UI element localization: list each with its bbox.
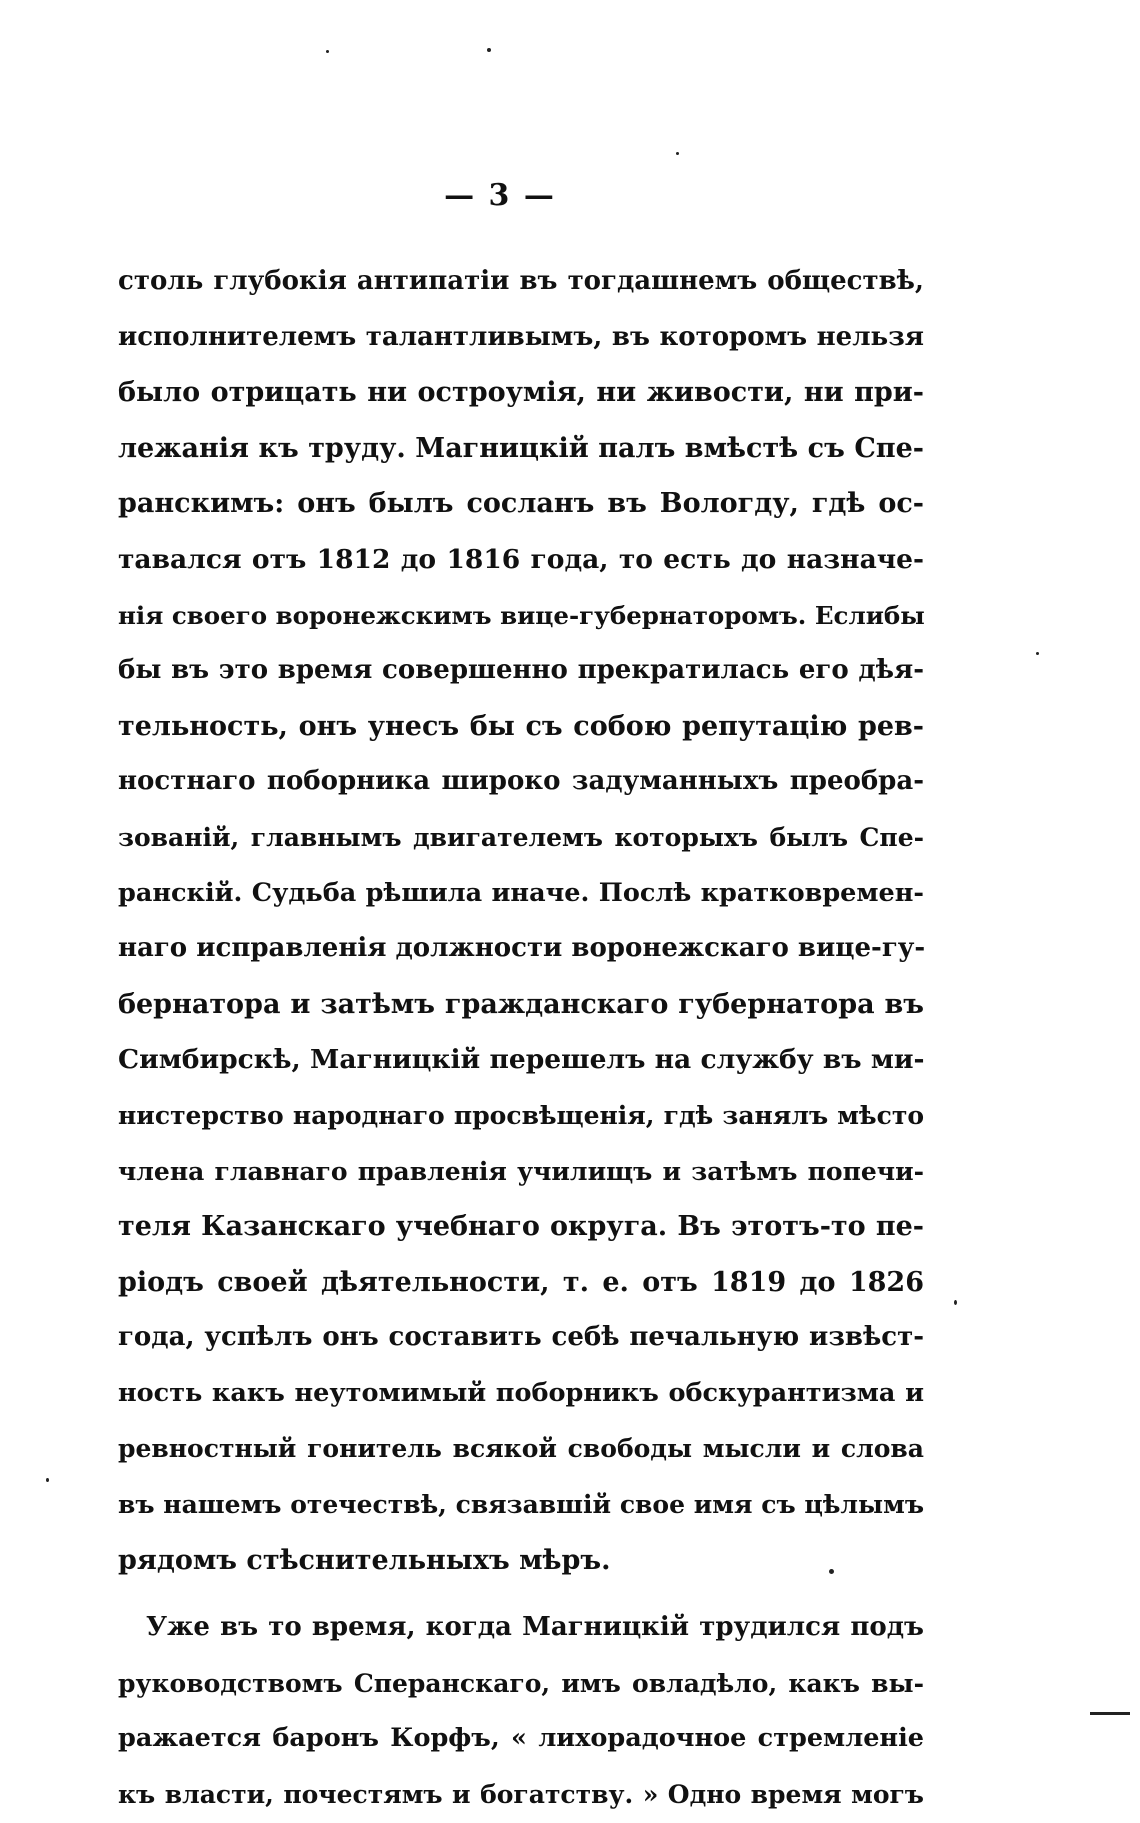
paragraph-2 — [118, 1600, 924, 1822]
text-line: зованій, главнымъ двигателемъ которыхъ былъ Спе- — [118, 822, 924, 852]
scan-speck — [326, 50, 329, 53]
paragraph-1 — [118, 254, 924, 1588]
text-line: ріодъ своей дѣятельности, т. е. отъ 1819 до 1826 — [118, 1266, 924, 1298]
text-line: бы въ это время совершенно прекратилась его дѣя- — [118, 655, 924, 686]
text-line: исполнителемъ талантливымъ, въ которомъ нельзя — [118, 321, 924, 352]
scan-speck — [46, 1478, 49, 1482]
text-line: ранскимъ: онъ былъ сосланъ въ Вологду, гдѣ ос- — [118, 488, 924, 520]
scan-speck — [829, 1569, 834, 1574]
text-line: члена главнаго правленія училищъ и затѣмъ попечи- — [118, 1156, 924, 1186]
edge-rule — [1090, 1712, 1130, 1715]
text-line: тельность, онъ унесъ бы съ собою репутацію рев- — [118, 710, 924, 742]
text-line: нистерство народнаго просвѣщенія, гдѣ занялъ мѣсто — [118, 1100, 924, 1130]
text-line: теля Казанскаго учебнаго округа. Въ этотъ-то пе- — [118, 1211, 924, 1243]
text-line: Симбирскѣ, Магницкій перешелъ на службу въ ми- — [118, 1044, 925, 1076]
scan-speck — [954, 1300, 957, 1305]
text-line: въ нашемъ отечествѣ, связавшій свое имя съ цѣлымъ — [118, 1490, 924, 1520]
text-line: года, успѣлъ онъ составить себѣ печальную извѣст- — [118, 1322, 924, 1353]
text-line: ревностный гонитель всякой свободы мысли и слова — [118, 1434, 924, 1464]
text-line: рядомъ стѣснительныхъ мѣръ. — [118, 1544, 611, 1576]
text-line: руководствомъ Сперанскаго, имъ овладѣло, какъ вы- — [118, 1668, 924, 1698]
text-line: тавался отъ 1812 до 1816 года, то есть до назначе- — [118, 543, 924, 575]
text-line: Уже въ то время, когда Магницкій трудился подъ — [146, 1612, 924, 1643]
text-line: нія своего воронежскимъ вице-губернаторомъ. Еслибы — [118, 600, 925, 630]
scan-speck — [676, 152, 679, 155]
text-line: наго исправленія должности воронежскаго вице-гу- — [118, 933, 926, 964]
page-number: — 3 — — [444, 178, 556, 213]
scan-speck — [487, 48, 491, 52]
text-line: лежанія къ труду. Магницкій палъ вмѣстѣ съ Спе- — [118, 432, 924, 464]
scan-speck — [1036, 652, 1039, 655]
text-line: столь глубокія антипатіи въ тогдашнемъ обществѣ, — [118, 266, 924, 296]
text-line: къ власти, почестямъ и богатству. » Одно время могъ — [118, 1780, 924, 1810]
paragraph-gap — [118, 1588, 924, 1600]
text-line: ранскій. Судьба рѣшила иначе. Послѣ кратковремен- — [118, 877, 924, 908]
body-text — [118, 254, 924, 1823]
text-line: было отрицать ни остроумія, ни живости, ни при- — [118, 377, 924, 409]
text-line: ностнаго поборника широко задуманныхъ преобра- — [118, 766, 924, 797]
text-line: бернатора и затѣмъ гражданскаго губернатора въ — [118, 988, 924, 1020]
text-line: ражается баронъ Корфъ, « лихорадочное стремленіе — [118, 1723, 924, 1754]
text-line: ность какъ неутомимый поборникъ обскурантизма и — [118, 1377, 924, 1408]
